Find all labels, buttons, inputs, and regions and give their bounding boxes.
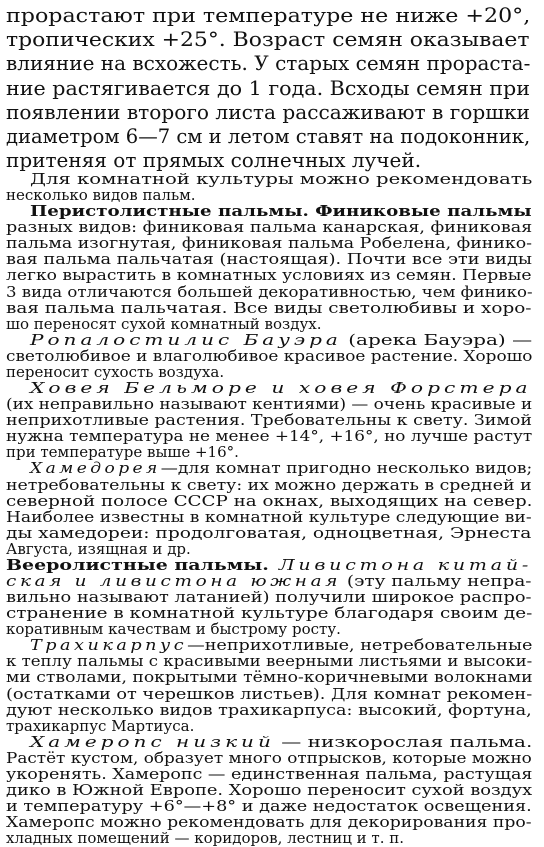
text-segment: вильно называют латанией) получили широкое распро- [6,588,532,607]
block1-line: появлении второго листа рассаживают в горшки [6,99,530,124]
block1-line: влияние на всхожесть. У старых семян прораста- [6,51,531,76]
text-segment: дико в Южной Европе. Хорошо переносит сухой воздух [6,781,533,800]
text-segment: дуют несколько видов трахикарпуса: высокий, фортуна, [6,700,532,719]
text-segment: Финиковые пальмы [308,202,532,221]
text-segment: вая пальма пальчатая. Все виды светолюбивы и хоро- [6,298,532,317]
text-segment: (их неправильно называют кентиями) — очень красивые и [6,395,533,414]
text-segment: трахикарпус Мартиуса. [6,716,195,735]
block1-line: тропических +25°. Возраст семян оказывает [6,27,530,52]
text-segment: разных видов: финиковая пальма канарская, финиковая [6,218,533,237]
text-segment: нужна температура не менее +14°, +16°, но лучше растут [6,427,533,446]
text-segment: Для комнатной культуры можно рекомендовать [30,170,533,188]
text-segment: коративным качествам и быстрому росту. [6,620,341,639]
text-segment: Наиболее известны в комнатной культуре следующие ви- [6,507,532,526]
text-segment: Хамедорея [30,459,161,478]
text-segment: (арека Бауэра) — [341,330,533,349]
text-segment: (эту пальму непра- [341,572,532,590]
text-segment: укоренять. Хамеропс — единственная пальма, растущая [6,764,533,783]
text-segment: Хамеропс низкий [30,732,275,751]
text-segment: Трахикарпус [30,636,188,655]
text-segment: Перистолистные пальмы. [30,202,309,221]
text-segment: ская и ливистона южная [6,572,342,590]
text-segment: и температуру +6°—+8° и даже недостаток освещения. [6,797,532,816]
text-segment: хладных помещений — коридоров, лестниц и т. п. [6,829,405,847]
block1-line: прорастают при температуре не ниже +20°, [6,3,531,27]
text-segment: Хамеропс можно рекомендовать для декорирования про- [6,813,532,832]
text-segment: нетребовательны к свету: их можно держать в средней и [6,475,532,494]
text-segment: пальма изогнутая, финиковая пальма Робелена, финико- [6,234,533,253]
text-segment: (остатками от черешков листьев). Для комнат рекомен- [6,684,533,703]
text-segment: Ливистона китай- [268,555,533,574]
text-segment: шо переносят сухой комнатный воздух. [6,314,322,333]
text-segment: неприхотливые растения. Требовательны к свету. Зимой [6,411,533,430]
block1-line: притеняя от прямых солнечных лучей. [6,148,422,173]
text-segment: Августа, изящная и др. [6,539,191,558]
text-segment: легко вырастить в комнатных условиях из семян. Первые [6,266,532,285]
text-segment: северной полосе СССР на окнах, выходящих на север. [6,491,533,510]
block2-line [6,830,404,847]
text-segment: переносит сухость воздуха. [6,362,225,381]
text-segment: светолюбивое и влаголюбивое красивое растение. Хорошо [6,346,533,365]
text-segment: несколько видов пальм. [6,186,196,205]
text-segment: к теплу пальмы с красивыми веерными листьями и высоки- [6,652,533,671]
text-segment: Ропалостилис Бауэра [30,330,342,349]
text-segment: ды хамедореи: продолговатая, одноцветная, Эрнеста [6,523,532,542]
block1-line: ние растягивается до 1 года. Всходы семян при [6,75,530,100]
text-segment: — низкорослая пальма. [274,732,533,751]
text-segment: Ховея Бельморе и ховея Форстера [30,379,532,398]
text-segment: при температуре выше +16°. [6,443,239,462]
block1-line: диаметром 6—7 см и летом ставят на подоконник, [6,124,531,148]
text-segment: вая пальма пальчатая (настоящая). Почти все эти виды [6,250,532,269]
text-segment: 3 вида отличаются большей декоративностью, чем финико- [6,282,533,301]
text-segment: Вееролистные пальмы. [6,555,269,574]
text-segment: ми стволами, покрытыми тёмно-коричневыми волокнами [6,668,533,687]
text-segment: —неприхотливые, нетребовательные [187,636,533,655]
text-segment: —для комнат пригодно несколько видов; [160,459,533,478]
text-segment: Растёт кустом, образует много отпрысков, которые можно [6,748,532,767]
text-segment: странение в комнатной культуре благодаря своим де- [6,604,533,623]
